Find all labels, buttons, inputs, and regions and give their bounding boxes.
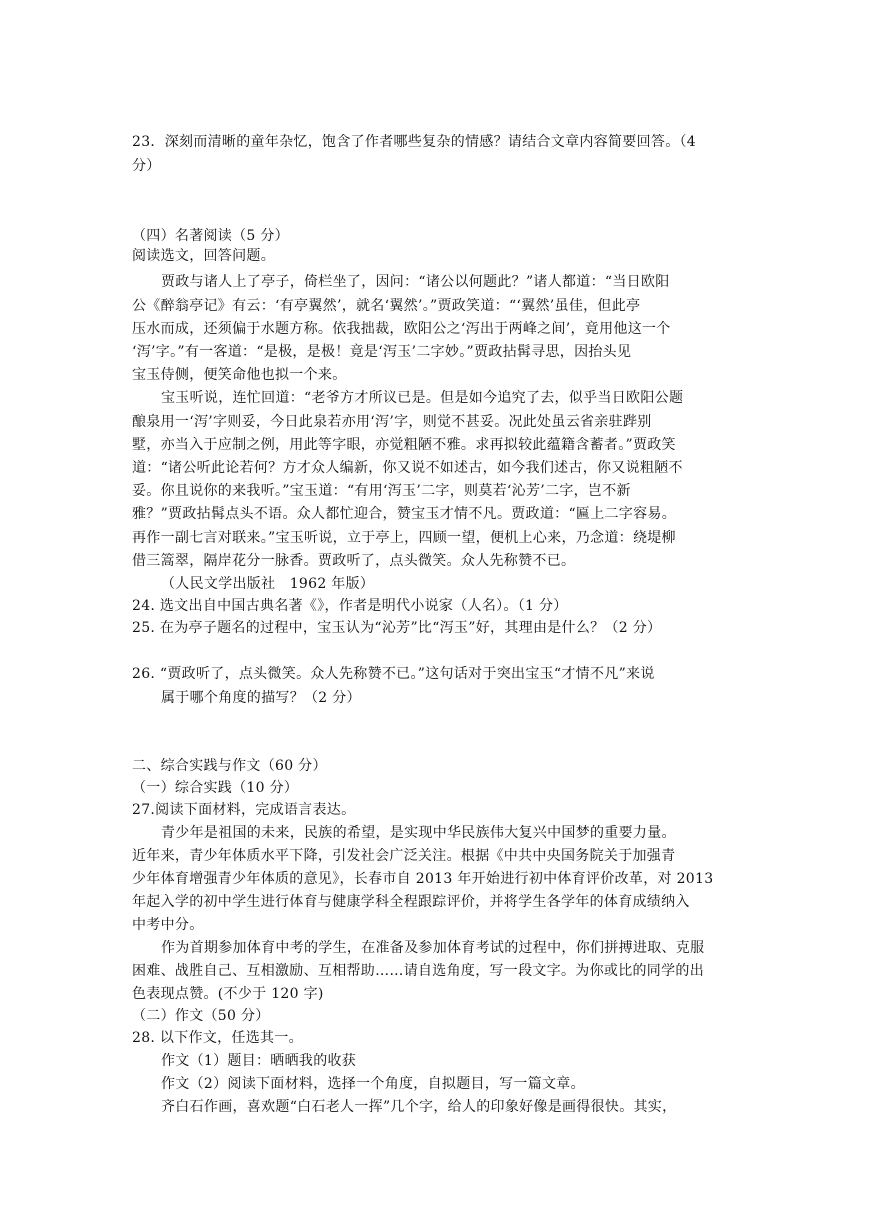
passage-line: 墅，亦当入于应制之例，用此等字眼，亦觉粗陋不雅。求再拟较此蕴籍含蓄者。”贾政笑 (132, 437, 676, 453)
passage-line: 雅？”贾政拈髯点头不语。众人都忙迎合，赞宝玉才情不凡。贾政道：“匾上二字容易。 (132, 506, 677, 522)
section4-instruction: 阅读选文，回答问题。 (132, 248, 275, 264)
material-line: 少年体育增强青少年体质的意见》，长春市自 2013 年开始进行初中体育评价改革，对 2013 (132, 871, 714, 887)
q23-line2: 分） (132, 158, 161, 174)
passage-line: 宝玉听说，连忙回道：“老爷方才所议已是。但是如今追究了去，似乎当日欧阳公题 (161, 390, 684, 406)
task-line: 困难、战胜自己、互相激励、互相帮助……请自选角度，写一段文字。为你或比的同学的出 (132, 963, 704, 979)
section4-heading: （四）名著阅读（5 分） (132, 228, 289, 244)
passage-line: 宝玉侍侧，便笑命他也拟一个来。 (132, 367, 347, 383)
essay-option-2: 作文（2）阅读下面材料，选择一个角度，自拟题目，写一篇文章。 (161, 1076, 585, 1092)
passage-line: 公《醉翁亭记》有云：‘有亭翼然’，就名‘翼然’。”贾政笑道：“‘翼然’虽佳，但此亭 (132, 298, 641, 314)
passage-line: 再作一副七言对联来。”宝玉听说，立于亭上，四顾一望，便机上心来，乃念道：绕堤柳 (132, 530, 676, 546)
part2-heading: 二、综合实践与作文（60 分） (132, 758, 327, 774)
material-line: 中考中分。 (132, 917, 204, 933)
question-26-line2: 属于哪个角度的描写？（2 分） (161, 690, 361, 706)
task-line: 作为首期参加体育中考的学生，在准备及参加体育考试的过程中，你们拼搏进取、克服 (161, 940, 705, 956)
material-line: 近年来，青少年体质水平下降，引发社会广泛关注。根据《中共中央国务院关于加强青 (132, 848, 676, 864)
question-27: 27.阅读下面材料，完成语言表达。 (132, 802, 356, 818)
passage-line: ‘泻’字。”有一客道：“是极，是极！竟是‘泻玉’二字妙。”贾政拈髯寻思，因抬头见 (132, 344, 632, 360)
question-26-line1: 26. “贾政听了，点头微笑。众人先称赞不已。”这句话对于突出宝玉“才情不凡”来说 (132, 666, 655, 682)
part2-sub2: （二）作文（50 分） (132, 1008, 270, 1024)
material-line: 青少年是祖国的未来，民族的希望，是实现中华民族伟大复兴中国梦的重要力量。 (161, 825, 676, 841)
passage-line: 酿泉用一‘泻’字则妥，今日此泉若亦用‘泻’字，则觉不甚妥。况此处虽云省亲驻跸别 (132, 414, 652, 430)
passage-line: 妥。你且说你的来我听。”宝玉道：“有用‘泻玉’二字，则莫若‘沁芳’二字，岂不新 (132, 483, 631, 499)
essay-material: 齐白石作画，喜欢题“白石老人一挥”几个字，给人的印象好像是画得很快。其实， (161, 1099, 677, 1115)
q23-line1: 23．深刻而清晰的童年杂忆，饱含了作者哪些复杂的情感？请结合文章内容简要回答。（4 (132, 134, 697, 150)
material-line: 年起入学的初中学生进行体育与健康学科全程跟踪评价，并将学生各学年的体育成绩纳入 (132, 894, 690, 910)
passage-line: 借三篙翠，隔岸花分一脉香。贾政听了，点头微笑。众人先称赞不已。 (132, 553, 576, 569)
passage-source: （人民文学出版社 1962 年版） (161, 576, 375, 592)
essay-option-1: 作文（1）题目：晒晒我的收获 (161, 1053, 357, 1069)
question-24: 24. 选文出自中国古典名著《》，作者是明代小说家（人名）。（1 分） (132, 598, 568, 614)
question-28: 28. 以下作文，任选其一。 (132, 1030, 303, 1046)
passage-line: 压水而成，还须偏于水题方称。依我拙裁，欧阳公之‘泻出于两峰之间’，竟用他这一个 (132, 321, 671, 337)
passage-line: 道：“诸公听此论若何？方才众人编新，你又说不如述古，如今我们述古，你又说粗陋不 (132, 460, 683, 476)
task-line: 色表现点赞。(不少于 120 字) (132, 986, 324, 1002)
question-25: 25. 在为亭子题名的过程中，宝玉认为“沁芳”比“泻玉”好，其理由是什么？（2 分） (132, 620, 662, 636)
passage-line: 贾政与诸人上了亭子，倚栏坐了，因问：“诸公以何题此？”诸人都道：“当日欧阳 (161, 274, 670, 290)
part2-sub1: （一）综合实践（10 分） (132, 780, 299, 796)
